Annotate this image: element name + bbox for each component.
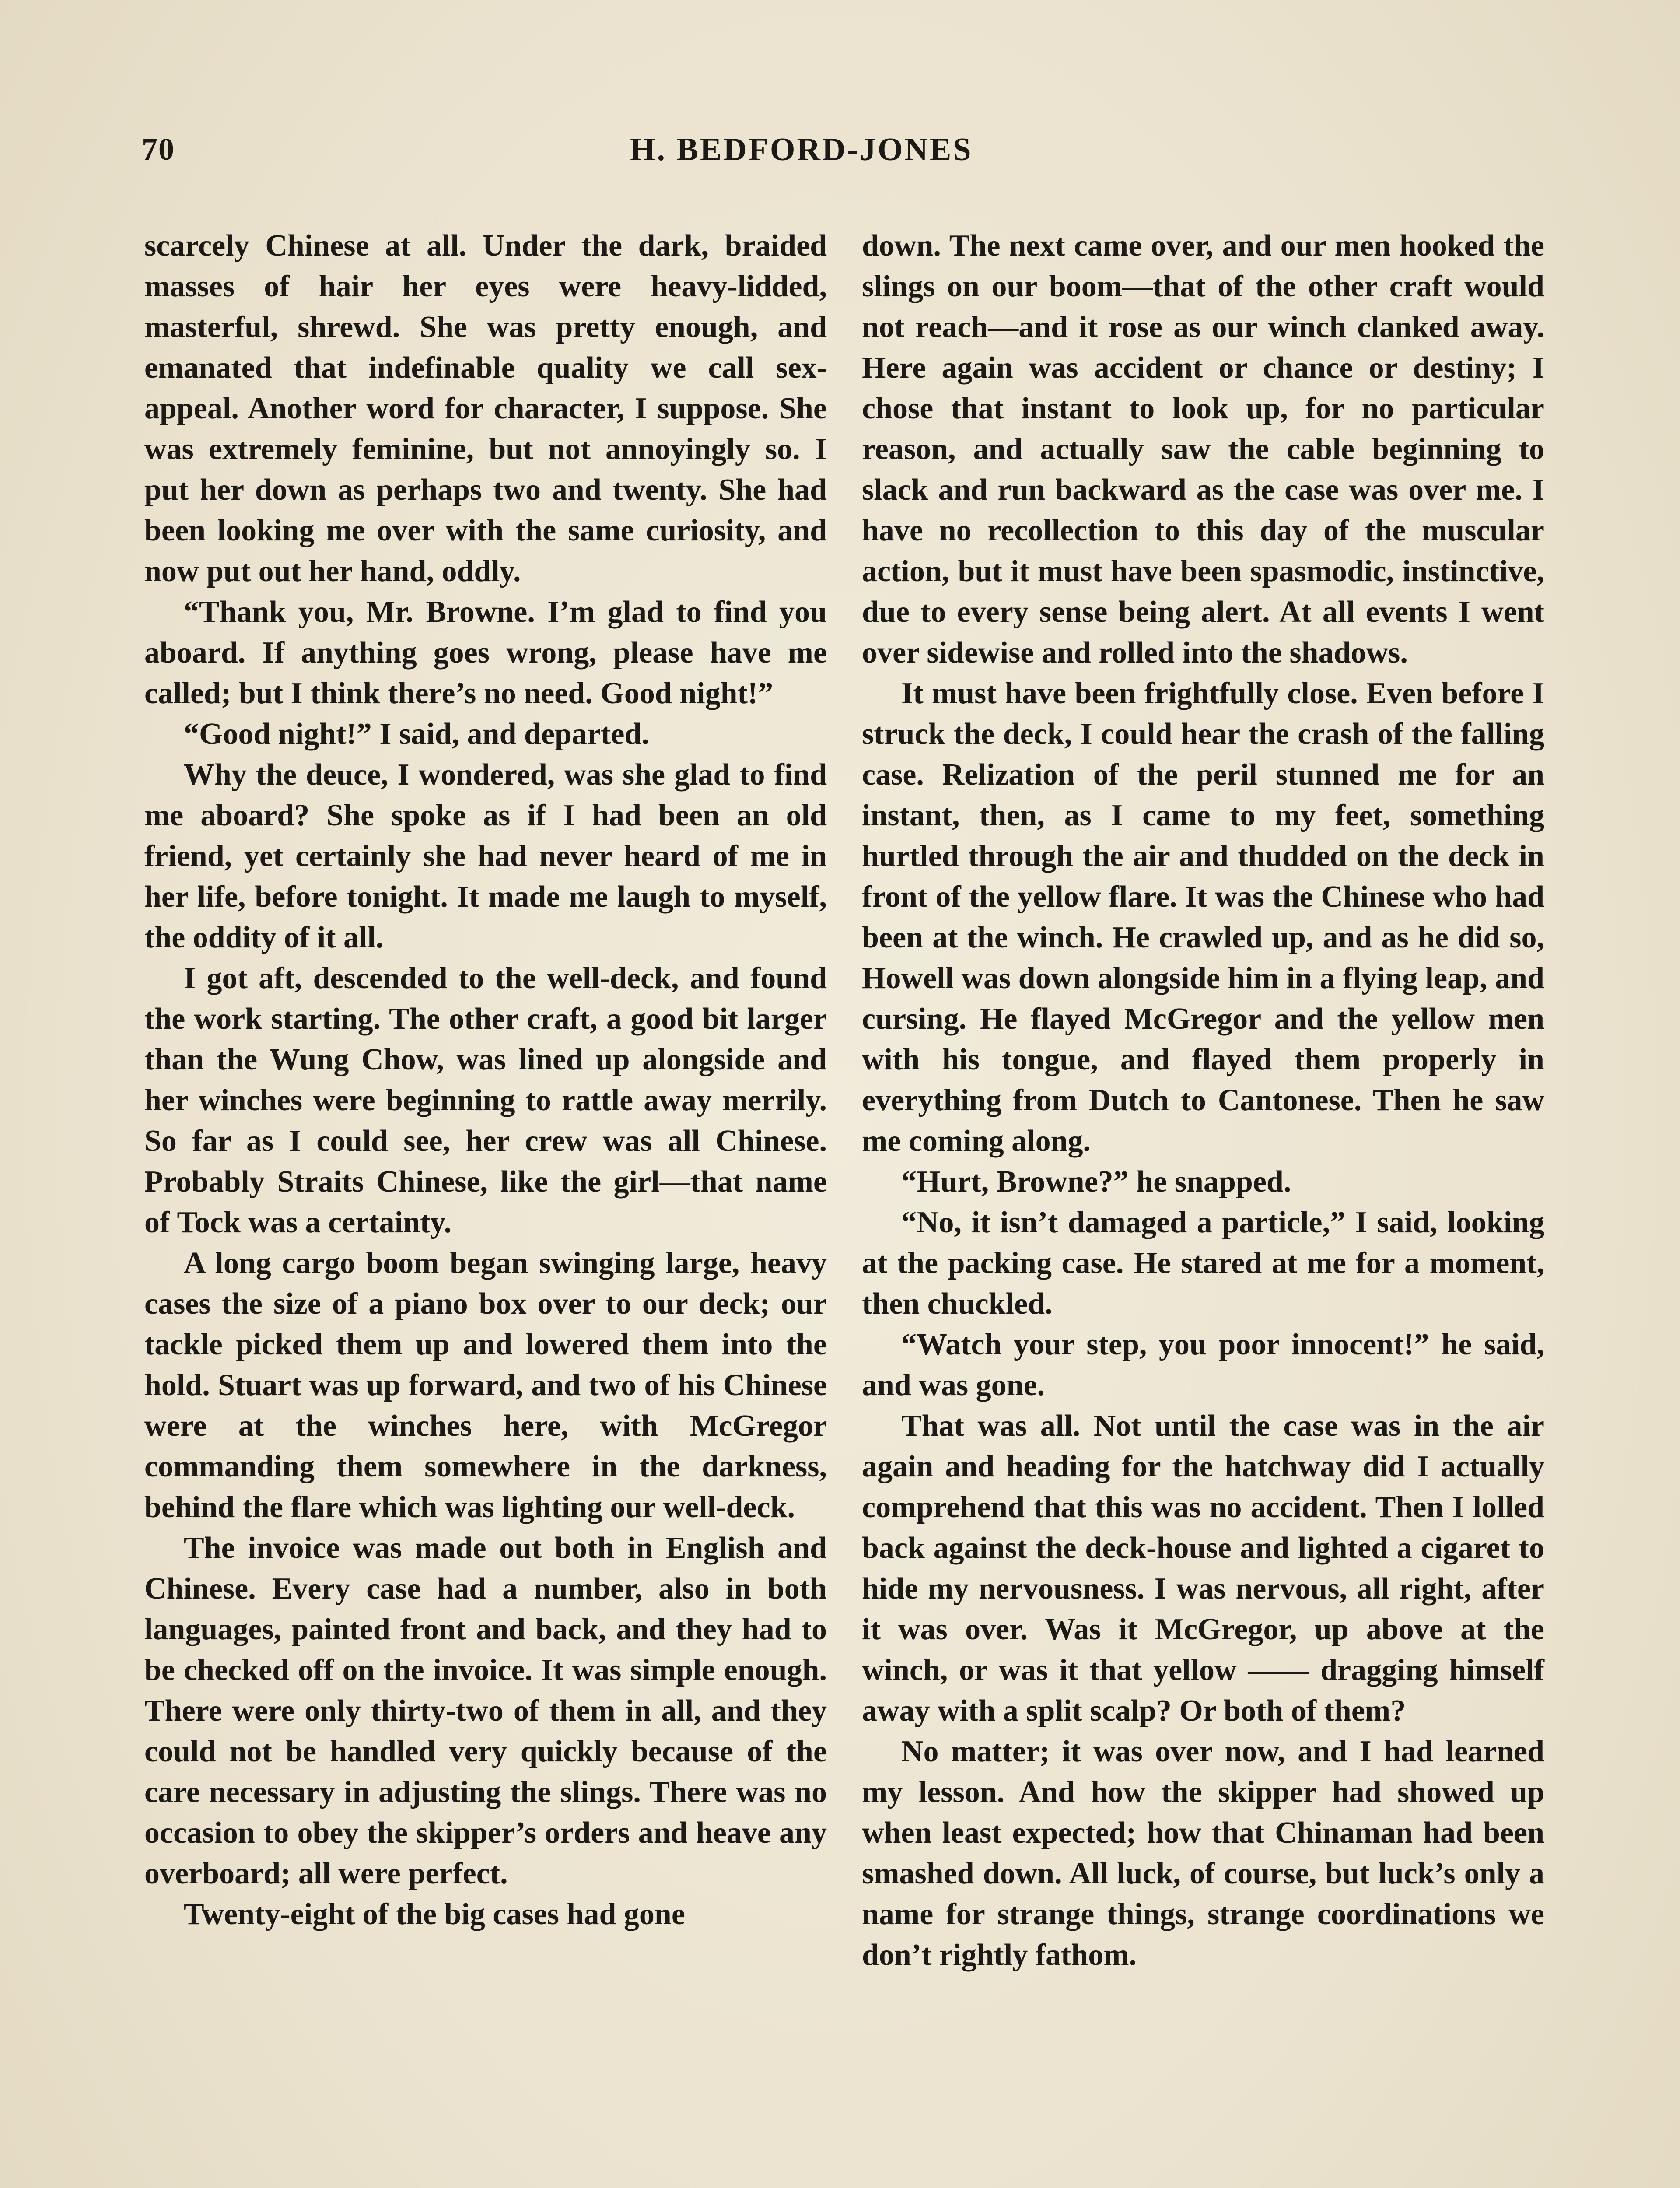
page-header	[136, 131, 1579, 184]
paragraph: Why the deuce, I wondered, was she glad to find me aboard? She spoke as if I had been an old friend, yet certainly she had never heard of me in her life, before tonight. It made me laugh to myself, the oddity of it all.	[144, 758, 827, 954]
paragraph: It must have been frightfully close. Even before I struck the deck, I could hear the crash of the falling case. Relization of the peril stunned me for an instant, then, as I came to my feet, something hurtled through the air and thudded on the deck in front of the yellow flare. It was the Chinese who had been at the winch. He crawled up, and as he did so, Howell was down alongside him in a flying leap, and cursing. He flayed McGregor and the yellow men with his tongue, and flayed them properly in everything from Dutch to Cantonese. Then he saw me coming along.	[862, 677, 1544, 1158]
paragraph: No matter; it was over now, and I had learned my lesson. And how the skipper had showed up when least expected; how that Chinaman had been smashed down. All luck, of course, but luck’s only a name for strange things, strange coordinations we don’t rightly fathom.	[862, 1735, 1544, 1972]
paragraph: scarcely Chinese at all. Under the dark, braided masses of hair her eyes were heavy-lidded, masterful, shrewd. She was pretty enough, and emanated that indefinable quality we call sex-appeal. Another word for character, I suppose. She was extremely feminine, but not annoyingly so. I put her down as perhaps two and twenty. She had been looking me over with the same curiosity, and now put out her hand, oddly.	[144, 229, 827, 588]
paragraph: Twenty-eight of the big cases had gone	[184, 1897, 685, 1931]
paragraph: The invoice was made out both in English and Chinese. Every case had a number, also in both languages, painted front and back, and they had to be checked off on the invoice. It was simple enough. There were only thirty-two of them in all, and they could not be handled very quickly because of the care necessary in adjusting the slings. There was no occasion to obey the skipper’s orders and heave any overboard; all were perfect.	[144, 1531, 827, 1890]
page-number: 70	[142, 132, 175, 167]
paragraph: That was all. Not until the case was in the air again and heading for the hatchway did I actually comprehend that this was no accident. Then I lolled back against the deck-house and lighted a cigaret to hide my nervousness. I was nervous, all right, after it was over. Was it McGregor, up above at the winch, or was it that yellow —— dragging himself away with a split scalp? Or both of them?	[862, 1409, 1544, 1728]
paragraph: “Hurt, Browne?” he snapped.	[901, 1165, 1292, 1199]
paragraph: “Good night!” I said, and departed.	[184, 717, 649, 751]
right-column	[862, 225, 1544, 1975]
paragraph: I got aft, descended to the well-deck, and found the work starting. The other craft, a good bit larger than the Wung Chow, was lined up alongside and her winches were beginning to rattle away merrily. So far as I could see, her crew was all Chinese. Probably Straits Chinese, like the girl—that name of Tock was a certainty.	[144, 961, 827, 1239]
paragraph: “Thank you, Mr. Browne. I’m glad to find you aboard. If anything goes wrong, please have me called; but I think there’s no need. Good night!”	[144, 595, 827, 710]
paragraph: A long cargo boom began swinging large, heavy cases the size of a piano box over to our deck; our tackle picked them up and lowered them into the hold. Stuart was up forward, and two of his Chinese were at the winches here, with McGregor commanding them somewhere in the darkness, behind the flare which was lighting our well-deck.	[144, 1246, 827, 1524]
paragraph: down. The next came over, and our men hooked the slings on our boom—that of the other craft would not reach—and it rose as our winch clanked away. Here again was accident or chance or destiny; I chose that instant to look up, for no particular reason, and actually saw the cable beginning to slack and run backward as the case was over me. I have no recollection to this day of the muscular action, but it must have been spasmodic, instinctive, due to every sense being alert. At all events I went over sidewise and rolled into the shadows.	[862, 229, 1544, 670]
left-column	[144, 225, 827, 1935]
running-head: H. BEDFORD-JONES	[630, 132, 973, 168]
paragraph: “Watch your step, you poor innocent!” he said, and was gone.	[862, 1328, 1544, 1402]
paragraph: “No, it isn’t damaged a particle,” I said, looking at the packing case. He stared at me for a moment, then chuckled.	[862, 1206, 1544, 1321]
